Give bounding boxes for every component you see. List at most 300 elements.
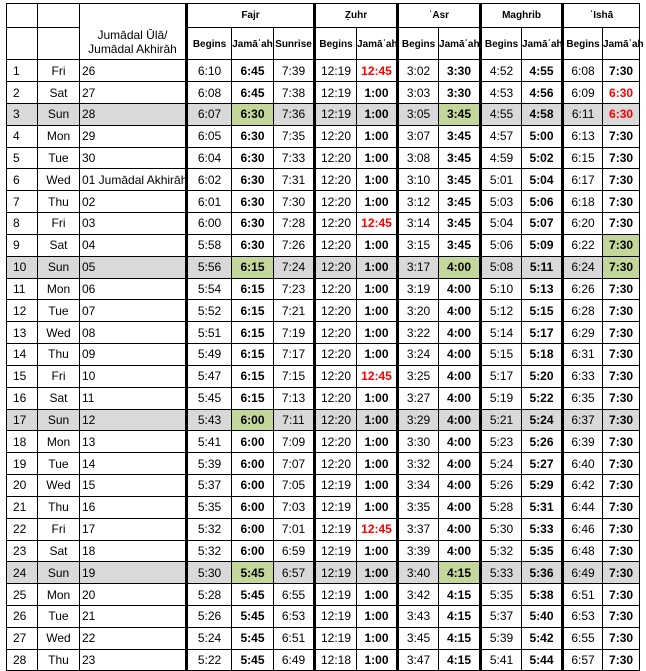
isha-jamaah-cell: 7:30 (603, 431, 640, 453)
day-number-cell: 21 (7, 496, 38, 518)
fajr-jamaah-cell: 6:15 (232, 387, 274, 409)
hijri-date-cell: 05 (80, 256, 187, 278)
zuhr-jamaah-cell: 1:00 (357, 147, 398, 169)
fajr-jamaah-cell: 6:30 (232, 125, 274, 147)
asr-jamaah-cell: 4:15 (439, 584, 481, 606)
isha-begins-cell: 6:20 (563, 213, 603, 235)
fajr-jamaah-cell: 6:30 (232, 213, 274, 235)
zuhr-jamaah-cell: 1:00 (357, 584, 398, 606)
header-maghrib-jamaah: Jamāʿah (522, 28, 563, 60)
fajr-begins-cell: 6:05 (187, 125, 232, 147)
sunrise-cell: 6:57 (274, 562, 315, 584)
isha-jamaah-cell: 7:30 (603, 344, 640, 366)
zuhr-jamaah-cell: 1:00 (357, 234, 398, 256)
zuhr-begins-cell: 12:19 (315, 605, 357, 627)
sunrise-cell: 7:33 (274, 147, 315, 169)
maghrib-begins-cell: 5:33 (481, 562, 522, 584)
asr-jamaah-cell: 4:00 (439, 518, 481, 540)
zuhr-jamaah-cell: 1:00 (357, 300, 398, 322)
header-hijri-line2: Jumādal Akhirāh (88, 41, 177, 56)
table-row (7, 300, 640, 322)
isha-begins-cell: 6:28 (563, 300, 603, 322)
hijri-date-cell: 08 (80, 322, 187, 344)
fajr-begins-cell: 5:54 (187, 278, 232, 300)
asr-begins-cell: 3:35 (398, 496, 439, 518)
weekday-cell: Wed (38, 169, 80, 191)
asr-jamaah-cell: 3:45 (439, 169, 481, 191)
isha-jamaah-cell: 6:30 (603, 82, 640, 104)
fajr-begins-cell: 5:49 (187, 344, 232, 366)
hijri-date-cell: 17 (80, 518, 187, 540)
prayer-timetable (6, 3, 644, 671)
maghrib-begins-cell: 5:19 (481, 387, 522, 409)
fajr-jamaah-cell: 6:15 (232, 344, 274, 366)
asr-begins-cell: 3:20 (398, 300, 439, 322)
hijri-date-cell: 12 (80, 409, 187, 431)
table-row (7, 453, 640, 475)
header-zuhr: Ẓuhr (315, 4, 398, 28)
asr-jamaah-cell: 4:15 (439, 562, 481, 584)
isha-begins-cell: 6:53 (563, 605, 603, 627)
zuhr-begins-cell: 12:20 (315, 344, 357, 366)
isha-begins-cell: 6:49 (563, 562, 603, 584)
asr-jamaah-cell: 3:30 (439, 60, 481, 82)
day-number-cell: 4 (7, 125, 38, 147)
header-asr-begins: Begins (398, 28, 439, 60)
asr-begins-cell: 3:47 (398, 649, 439, 671)
asr-begins-cell: 3:43 (398, 605, 439, 627)
fajr-jamaah-cell: 5:45 (232, 649, 274, 671)
sunrise-cell: 7:28 (274, 213, 315, 235)
hijri-date-cell: 14 (80, 453, 187, 475)
fajr-begins-cell: 5:28 (187, 584, 232, 606)
table-row (7, 344, 640, 366)
asr-jamaah-cell: 4:00 (439, 300, 481, 322)
weekday-cell: Mon (38, 431, 80, 453)
sunrise-cell: 7:23 (274, 278, 315, 300)
asr-begins-cell: 3:17 (398, 256, 439, 278)
zuhr-jamaah-cell: 1:00 (357, 169, 398, 191)
zuhr-begins-cell: 12:20 (315, 300, 357, 322)
header-maghrib: Maghrib (481, 4, 563, 28)
day-number-cell: 1 (7, 60, 38, 82)
zuhr-begins-cell: 12:19 (315, 60, 357, 82)
sunrise-cell: 7:31 (274, 169, 315, 191)
day-number-cell: 23 (7, 540, 38, 562)
header-blank-hijri (80, 4, 187, 28)
header-zuhr-jamaah: Jamāʿah (357, 28, 398, 60)
zuhr-jamaah-cell: 1:00 (357, 431, 398, 453)
header-blank-num (7, 4, 38, 28)
maghrib-jamaah-cell: 5:38 (522, 584, 563, 606)
table-row (7, 147, 640, 169)
hijri-date-cell: 15 (80, 475, 187, 497)
maghrib-begins-cell: 5:10 (481, 278, 522, 300)
fajr-begins-cell: 5:56 (187, 256, 232, 278)
day-number-cell: 17 (7, 409, 38, 431)
fajr-begins-cell: 5:37 (187, 475, 232, 497)
header-isha: ʿIshā (563, 4, 640, 28)
hijri-date-cell: 30 (80, 147, 187, 169)
zuhr-begins-cell: 12:19 (315, 518, 357, 540)
isha-begins-cell: 6:26 (563, 278, 603, 300)
table-row (7, 234, 640, 256)
isha-begins-cell: 6:13 (563, 125, 603, 147)
weekday-cell: Tue (38, 453, 80, 475)
asr-jamaah-cell: 4:15 (439, 627, 481, 649)
maghrib-jamaah-cell: 5:36 (522, 562, 563, 584)
fajr-jamaah-cell: 6:00 (232, 540, 274, 562)
hijri-date-cell: 09 (80, 344, 187, 366)
fajr-begins-cell: 6:01 (187, 191, 232, 213)
maghrib-jamaah-cell: 5:17 (522, 322, 563, 344)
hijri-date-cell: 29 (80, 125, 187, 147)
fajr-begins-cell: 5:24 (187, 627, 232, 649)
asr-jamaah-cell: 3:30 (439, 82, 481, 104)
zuhr-jamaah-cell: 1:00 (357, 103, 398, 125)
weekday-cell: Sun (38, 256, 80, 278)
asr-jamaah-cell: 3:45 (439, 147, 481, 169)
weekday-cell: Thu (38, 344, 80, 366)
zuhr-jamaah-cell: 1:00 (357, 649, 398, 671)
zuhr-begins-cell: 12:20 (315, 125, 357, 147)
hijri-date-cell: 07 (80, 300, 187, 322)
hijri-date-cell: 06 (80, 278, 187, 300)
asr-jamaah-cell: 3:45 (439, 213, 481, 235)
zuhr-begins-cell: 12:20 (315, 387, 357, 409)
fajr-jamaah-cell: 6:15 (232, 300, 274, 322)
zuhr-begins-cell: 12:20 (315, 409, 357, 431)
fajr-jamaah-cell: 5:45 (232, 584, 274, 606)
asr-jamaah-cell: 4:00 (439, 475, 481, 497)
maghrib-jamaah-cell: 5:44 (522, 649, 563, 671)
fajr-jamaah-cell: 6:15 (232, 278, 274, 300)
hijri-date-cell: 22 (80, 627, 187, 649)
table-row (7, 322, 640, 344)
isha-jamaah-cell: 7:30 (603, 649, 640, 671)
asr-jamaah-cell: 4:00 (439, 387, 481, 409)
hijri-date-cell: 16 (80, 496, 187, 518)
weekday-cell: Sat (38, 540, 80, 562)
maghrib-begins-cell: 4:53 (481, 82, 522, 104)
fajr-begins-cell: 5:30 (187, 562, 232, 584)
fajr-jamaah-cell: 6:30 (232, 147, 274, 169)
day-number-cell: 9 (7, 234, 38, 256)
isha-begins-cell: 6:29 (563, 322, 603, 344)
header-maghrib-begins: Begins (481, 28, 522, 60)
asr-jamaah-cell: 3:45 (439, 234, 481, 256)
sunrise-cell: 6:49 (274, 649, 315, 671)
zuhr-jamaah-cell: 1:00 (357, 496, 398, 518)
maghrib-jamaah-cell: 5:35 (522, 540, 563, 562)
asr-jamaah-cell: 4:00 (439, 344, 481, 366)
zuhr-jamaah-cell: 1:00 (357, 475, 398, 497)
hijri-date-cell: 21 (80, 605, 187, 627)
isha-begins-cell: 6:39 (563, 431, 603, 453)
zuhr-jamaah-cell: 1:00 (357, 409, 398, 431)
isha-jamaah-cell: 7:30 (603, 278, 640, 300)
maghrib-jamaah-cell: 5:42 (522, 627, 563, 649)
asr-jamaah-cell: 4:15 (439, 605, 481, 627)
weekday-cell: Sat (38, 387, 80, 409)
sunrise-cell: 7:38 (274, 82, 315, 104)
weekday-cell: Mon (38, 278, 80, 300)
hijri-date-cell: 28 (80, 103, 187, 125)
fajr-jamaah-cell: 5:45 (232, 627, 274, 649)
zuhr-begins-cell: 12:20 (315, 322, 357, 344)
maghrib-jamaah-cell: 5:18 (522, 344, 563, 366)
zuhr-begins-cell: 12:19 (315, 496, 357, 518)
day-number-cell: 26 (7, 605, 38, 627)
fajr-jamaah-cell: 6:15 (232, 365, 274, 387)
header-isha-jamaah: Jamāʿah (603, 28, 640, 60)
sunrise-cell: 7:01 (274, 518, 315, 540)
header-fajr-jamaah: Jamāʿah (232, 28, 274, 60)
asr-begins-cell: 3:29 (398, 409, 439, 431)
day-number-cell: 5 (7, 147, 38, 169)
day-number-cell: 22 (7, 518, 38, 540)
fajr-jamaah-cell: 6:15 (232, 322, 274, 344)
sunrise-cell: 7:05 (274, 475, 315, 497)
maghrib-jamaah-cell: 5:24 (522, 409, 563, 431)
zuhr-jamaah-cell: 1:00 (357, 540, 398, 562)
isha-jamaah-cell: 7:30 (603, 234, 640, 256)
weekday-cell: Sun (38, 103, 80, 125)
fajr-begins-cell: 5:41 (187, 431, 232, 453)
weekday-cell: Wed (38, 627, 80, 649)
table-row (7, 213, 640, 235)
maghrib-begins-cell: 5:03 (481, 191, 522, 213)
zuhr-begins-cell: 12:19 (315, 475, 357, 497)
isha-begins-cell: 6:35 (563, 387, 603, 409)
day-number-cell: 12 (7, 300, 38, 322)
asr-jamaah-cell: 4:00 (439, 540, 481, 562)
weekday-cell: Fri (38, 518, 80, 540)
fajr-begins-cell: 5:22 (187, 649, 232, 671)
maghrib-jamaah-cell: 5:11 (522, 256, 563, 278)
isha-begins-cell: 6:51 (563, 584, 603, 606)
day-number-cell: 14 (7, 344, 38, 366)
asr-begins-cell: 3:24 (398, 344, 439, 366)
zuhr-jamaah-cell: 1:00 (357, 605, 398, 627)
header-row-groups (7, 4, 640, 28)
maghrib-begins-cell: 4:52 (481, 60, 522, 82)
table-row (7, 605, 640, 627)
maghrib-jamaah-cell: 4:55 (522, 60, 563, 82)
zuhr-jamaah-cell: 1:00 (357, 278, 398, 300)
table-row (7, 169, 640, 191)
zuhr-begins-cell: 12:20 (315, 234, 357, 256)
sunrise-cell: 7:19 (274, 322, 315, 344)
hijri-date-cell: 04 (80, 234, 187, 256)
header-isha-begins: Begins (563, 28, 603, 60)
hijri-date-cell: 19 (80, 562, 187, 584)
isha-begins-cell: 6:11 (563, 103, 603, 125)
day-number-cell: 19 (7, 453, 38, 475)
isha-jamaah-cell: 7:30 (603, 453, 640, 475)
zuhr-jamaah-cell: 1:00 (357, 82, 398, 104)
table-header (7, 4, 644, 60)
sunrise-cell: 7:26 (274, 234, 315, 256)
fajr-begins-cell: 5:47 (187, 365, 232, 387)
asr-begins-cell: 3:25 (398, 365, 439, 387)
hijri-date-cell: 23 (80, 649, 187, 671)
isha-begins-cell: 6:57 (563, 649, 603, 671)
fajr-begins-cell: 5:52 (187, 300, 232, 322)
zuhr-jamaah-cell: 1:00 (357, 453, 398, 475)
fajr-jamaah-cell: 6:00 (232, 475, 274, 497)
fajr-jamaah-cell: 6:45 (232, 60, 274, 82)
table-row (7, 103, 640, 125)
table-row (7, 409, 640, 431)
prayer-timetable-wrapper (6, 3, 644, 671)
header-asr: ʿAsr (398, 4, 481, 28)
fajr-begins-cell: 5:43 (187, 409, 232, 431)
asr-jamaah-cell: 4:00 (439, 409, 481, 431)
zuhr-jamaah-cell: 1:00 (357, 344, 398, 366)
sunrise-cell: 7:35 (274, 125, 315, 147)
sunrise-cell: 7:03 (274, 496, 315, 518)
isha-jamaah-cell: 7:30 (603, 584, 640, 606)
sunrise-cell: 7:36 (274, 103, 315, 125)
isha-jamaah-cell: 7:30 (603, 409, 640, 431)
zuhr-begins-cell: 12:19 (315, 562, 357, 584)
isha-jamaah-cell: 7:30 (603, 475, 640, 497)
weekday-cell: Mon (38, 584, 80, 606)
maghrib-jamaah-cell: 5:31 (522, 496, 563, 518)
zuhr-jamaah-cell: 1:00 (357, 387, 398, 409)
hijri-date-cell: 13 (80, 431, 187, 453)
day-number-cell: 13 (7, 322, 38, 344)
isha-jamaah-cell: 7:30 (603, 518, 640, 540)
maghrib-begins-cell: 5:32 (481, 540, 522, 562)
zuhr-jamaah-cell: 1:00 (357, 562, 398, 584)
isha-jamaah-cell: 7:30 (603, 627, 640, 649)
isha-begins-cell: 6:17 (563, 169, 603, 191)
isha-begins-cell: 6:31 (563, 344, 603, 366)
table-body (7, 60, 640, 671)
header-fajr-begins: Begins (187, 28, 232, 60)
day-number-cell: 3 (7, 103, 38, 125)
isha-begins-cell: 6:44 (563, 496, 603, 518)
fajr-begins-cell: 5:26 (187, 605, 232, 627)
weekday-cell: Fri (38, 213, 80, 235)
isha-begins-cell: 6:37 (563, 409, 603, 431)
table-row (7, 649, 640, 671)
table-row (7, 518, 640, 540)
asr-jamaah-cell: 4:00 (439, 322, 481, 344)
table-row (7, 60, 640, 82)
maghrib-jamaah-cell: 5:27 (522, 453, 563, 475)
isha-jamaah-cell: 7:30 (603, 213, 640, 235)
fajr-jamaah-cell: 6:00 (232, 431, 274, 453)
isha-jamaah-cell: 7:30 (603, 496, 640, 518)
maghrib-begins-cell: 5:15 (481, 344, 522, 366)
fajr-begins-cell: 6:04 (187, 147, 232, 169)
header-blank-num-2 (7, 28, 38, 60)
fajr-begins-cell: 6:10 (187, 60, 232, 82)
fajr-begins-cell: 5:58 (187, 234, 232, 256)
asr-jamaah-cell: 3:45 (439, 125, 481, 147)
maghrib-begins-cell: 5:17 (481, 365, 522, 387)
asr-jamaah-cell: 4:00 (439, 453, 481, 475)
header-zuhr-begins: Begins (315, 28, 357, 60)
fajr-begins-cell: 6:02 (187, 169, 232, 191)
day-number-cell: 8 (7, 213, 38, 235)
asr-begins-cell: 3:45 (398, 627, 439, 649)
weekday-cell: Fri (38, 60, 80, 82)
weekday-cell: Thu (38, 649, 80, 671)
table-row (7, 584, 640, 606)
maghrib-begins-cell: 4:57 (481, 125, 522, 147)
zuhr-begins-cell: 12:20 (315, 256, 357, 278)
fajr-begins-cell: 5:51 (187, 322, 232, 344)
table-row (7, 627, 640, 649)
isha-jamaah-cell: 7:30 (603, 300, 640, 322)
sunrise-cell: 7:30 (274, 191, 315, 213)
zuhr-jamaah-cell: 1:00 (357, 322, 398, 344)
zuhr-jamaah-cell: 12:45 (357, 365, 398, 387)
fajr-begins-cell: 5:39 (187, 453, 232, 475)
asr-begins-cell: 3:05 (398, 103, 439, 125)
isha-jamaah-cell: 6:30 (603, 103, 640, 125)
zuhr-jamaah-cell: 12:45 (357, 518, 398, 540)
weekday-cell: Sun (38, 409, 80, 431)
isha-jamaah-cell: 7:30 (603, 365, 640, 387)
maghrib-jamaah-cell: 5:20 (522, 365, 563, 387)
header-sunrise: Sunrise (274, 28, 315, 60)
weekday-cell: Tue (38, 147, 80, 169)
weekday-cell: Thu (38, 496, 80, 518)
sunrise-cell: 6:51 (274, 627, 315, 649)
table-row (7, 431, 640, 453)
zuhr-jamaah-cell: 12:45 (357, 60, 398, 82)
hijri-date-cell: 03 (80, 213, 187, 235)
weekday-cell: Mon (38, 125, 80, 147)
isha-jamaah-cell: 7:30 (603, 605, 640, 627)
maghrib-jamaah-cell: 5:26 (522, 431, 563, 453)
header-blank-day-2 (38, 28, 80, 60)
maghrib-begins-cell: 5:06 (481, 234, 522, 256)
maghrib-begins-cell: 5:12 (481, 300, 522, 322)
header-hijri-months (80, 28, 187, 60)
day-number-cell: 7 (7, 191, 38, 213)
asr-begins-cell: 3:14 (398, 213, 439, 235)
fajr-jamaah-cell: 6:45 (232, 82, 274, 104)
isha-jamaah-cell: 7:30 (603, 387, 640, 409)
isha-begins-cell: 6:33 (563, 365, 603, 387)
maghrib-begins-cell: 5:21 (481, 409, 522, 431)
day-number-cell: 10 (7, 256, 38, 278)
asr-begins-cell: 3:32 (398, 453, 439, 475)
isha-begins-cell: 6:09 (563, 82, 603, 104)
maghrib-jamaah-cell: 5:00 (522, 125, 563, 147)
fajr-jamaah-cell: 6:30 (232, 234, 274, 256)
hijri-date-cell: 18 (80, 540, 187, 562)
asr-begins-cell: 3:27 (398, 387, 439, 409)
day-number-cell: 24 (7, 562, 38, 584)
isha-begins-cell: 6:42 (563, 475, 603, 497)
maghrib-jamaah-cell: 5:33 (522, 518, 563, 540)
fajr-begins-cell: 5:35 (187, 496, 232, 518)
zuhr-begins-cell: 12:20 (315, 278, 357, 300)
asr-begins-cell: 3:10 (398, 169, 439, 191)
sunrise-cell: 6:53 (274, 605, 315, 627)
fajr-begins-cell: 5:32 (187, 540, 232, 562)
zuhr-jamaah-cell: 1:00 (357, 256, 398, 278)
maghrib-jamaah-cell: 5:22 (522, 387, 563, 409)
table-row (7, 562, 640, 584)
